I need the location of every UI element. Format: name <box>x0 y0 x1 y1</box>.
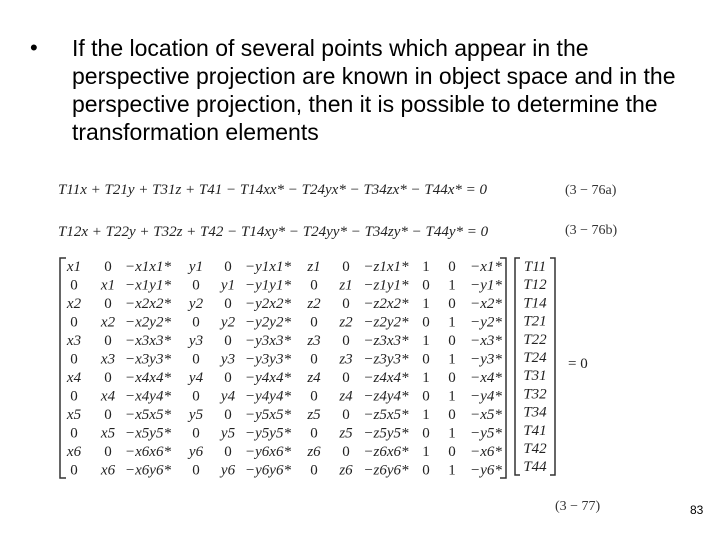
matrix-cell: −y3* <box>470 351 502 368</box>
matrix-cell: −y2* <box>470 314 502 331</box>
matrix-cell: 0 <box>104 444 112 460</box>
matrix-cell: −x4y4* <box>125 388 171 405</box>
vector-cell: T11 <box>523 259 547 275</box>
matrix-cell: 0 <box>192 277 200 294</box>
matrix-cell: −z1y1* <box>363 277 409 294</box>
equation-76a: T11x + T21y + T31z + T41 − T14xx* − T24yx* − T34zx* − T44x* = 0 <box>58 182 488 198</box>
matrix-cell: 0 <box>310 314 318 331</box>
matrix-cell: 0 <box>70 388 78 405</box>
matrix-cell: 0 <box>342 333 350 349</box>
equation-76b: T12x + T22y + T32z + T42 − T14xy* − T24yy* − T34zy* − T44y* = 0 <box>58 224 489 240</box>
matrix-cell: 0 <box>448 407 456 423</box>
matrix-cell: −x5y5* <box>125 425 171 442</box>
matrix-cell: z1 <box>307 259 321 275</box>
matrix-cell: −y4* <box>470 388 502 405</box>
matrix-cells <box>66 259 502 479</box>
matrix-cell: −x5* <box>470 407 502 423</box>
matrix-cell: −z3y3* <box>363 351 409 368</box>
matrix-cell: −z5x5* <box>363 407 409 423</box>
matrix-cell: z5 <box>307 407 321 423</box>
vector-right-bracket <box>550 258 555 475</box>
matrix-cell: y4 <box>220 388 236 405</box>
matrix-cell: 0 <box>448 259 456 275</box>
matrix-cell: −x1* <box>470 259 502 275</box>
matrix-cell: z6 <box>307 444 321 460</box>
matrix-cell: 0 <box>342 407 350 423</box>
matrix-cell: 0 <box>192 351 200 368</box>
matrix-cell: x4 <box>100 388 116 405</box>
vector-cell: T12 <box>523 277 547 294</box>
vector-cell: T41 <box>523 422 547 439</box>
matrix-cell: −y1* <box>470 277 502 294</box>
matrix-cell: −y6y6* <box>245 462 291 479</box>
matrix-cell: 0 <box>70 277 78 294</box>
matrix-cell: −y6* <box>470 462 502 479</box>
matrix-cell: 0 <box>310 388 318 405</box>
page-number: 83 <box>690 503 704 517</box>
matrix-cell: 1 <box>448 462 456 479</box>
matrix-cell: −z6x6* <box>363 444 409 460</box>
vector-cell: T24 <box>523 350 547 366</box>
matrix-cell: 0 <box>70 351 78 368</box>
matrix-cell: z1 <box>339 277 353 294</box>
matrix-cell: 0 <box>104 259 112 275</box>
matrix-cell: z2 <box>339 314 353 331</box>
matrix-cell: y6 <box>220 462 236 479</box>
equation-76a-tag: (3 − 76a) <box>565 183 617 198</box>
matrix-cell: −x3x3* <box>125 333 171 349</box>
matrix-cell: −x4x4* <box>125 370 171 386</box>
matrix-cell: −z2y2* <box>363 314 409 331</box>
bullet-symbol: • <box>30 35 38 60</box>
vector-cell: T14 <box>523 295 547 312</box>
matrix-cell: 0 <box>224 333 232 349</box>
matrix-cell: 0 <box>104 333 112 349</box>
matrix-cell: 0 <box>342 444 350 460</box>
matrix-cell: −x5x5* <box>125 407 171 423</box>
matrix-cell: x5 <box>100 425 116 442</box>
matrix-cell: 1 <box>448 388 456 405</box>
matrix-cell: 1 <box>448 351 456 368</box>
matrix-cell: z5 <box>339 425 353 442</box>
matrix-cell: 0 <box>104 407 112 423</box>
matrix-cell: z4 <box>339 388 353 405</box>
matrix-cell: 0 <box>224 259 232 275</box>
matrix-cell: 1 <box>448 425 456 442</box>
matrix-cell: 0 <box>342 370 350 386</box>
matrix-cell: −x6* <box>470 444 502 460</box>
equals-zero: = 0 <box>568 356 588 372</box>
matrix-cell: x2 <box>100 314 116 331</box>
matrix-cell: 0 <box>224 444 232 460</box>
matrix-cell: z2 <box>307 296 321 312</box>
vector-cell: T31 <box>523 368 547 385</box>
matrix-cell: 0 <box>192 314 200 331</box>
matrix-cell: −x3* <box>470 333 502 349</box>
matrix-cell: 0 <box>422 388 430 405</box>
matrix-cell: 0 <box>448 296 456 312</box>
matrix-cell: 0 <box>192 388 200 405</box>
matrix-cell: −z4y4* <box>363 388 409 405</box>
matrix-cell: 0 <box>342 259 350 275</box>
matrix-cell: 0 <box>104 370 112 386</box>
matrix-cell: x4 <box>66 370 82 386</box>
matrix-cell: −y2x2* <box>245 296 291 312</box>
equation-76b-tag: (3 − 76b) <box>565 223 618 238</box>
vector-cell: T42 <box>523 441 547 457</box>
matrix-cell: −y4x4* <box>245 370 291 386</box>
matrix-cell: 0 <box>422 425 430 442</box>
matrix-cell: −x4* <box>470 370 502 386</box>
matrix-cell: 1 <box>422 296 430 312</box>
matrix-cell: y1 <box>220 277 236 294</box>
matrix-cell: −z3x3* <box>363 333 409 349</box>
vector-cell: T22 <box>523 331 547 348</box>
matrix-cell: y2 <box>188 296 204 312</box>
matrix-cell: −z4x4* <box>363 370 409 386</box>
bullet-text: If the location of several points which appear in the perspective projection are known in object space and in the perspective projection, then it is possible to determine the transformation elements <box>72 35 676 145</box>
matrix-cell: 0 <box>448 370 456 386</box>
matrix-cell: 1 <box>422 259 430 275</box>
matrix-cell: −z2x2* <box>363 296 409 312</box>
matrix-cell: 0 <box>192 425 200 442</box>
matrix-cell: 0 <box>192 462 200 479</box>
matrix-cell: −y3x3* <box>245 333 291 349</box>
matrix-cell: x3 <box>66 333 82 349</box>
matrix-cell: y3 <box>188 333 204 349</box>
matrix-equation-tag: (3 − 77) <box>555 499 601 514</box>
matrix-cell: −y3y3* <box>245 351 291 368</box>
matrix-cell: x1 <box>66 259 82 275</box>
matrix-cell: −y5x5* <box>245 407 291 423</box>
matrix-cell: 0 <box>310 462 318 479</box>
matrix-cell: 0 <box>342 296 350 312</box>
matrix-cell: y1 <box>188 259 204 275</box>
matrix-cell: −x1y1* <box>125 277 171 294</box>
matrix-cell: x3 <box>100 351 116 368</box>
vector-cell: T32 <box>523 386 547 403</box>
matrix-cell: 0 <box>224 370 232 386</box>
matrix-cell: 1 <box>448 277 456 294</box>
matrix-cell: −x2y2* <box>125 314 171 331</box>
matrix-cell: y2 <box>220 314 236 331</box>
matrix-cell: 0 <box>422 351 430 368</box>
matrix-cell: z6 <box>339 462 353 479</box>
matrix-cell: y5 <box>188 407 204 423</box>
matrix-cell: z3 <box>307 333 321 349</box>
matrix-cell: y4 <box>188 370 204 386</box>
matrix-cell: 1 <box>422 370 430 386</box>
matrix-cell: 0 <box>224 407 232 423</box>
matrix-cell: 0 <box>224 296 232 312</box>
matrix-cell: −z1x1* <box>363 259 409 275</box>
matrix-cell: 1 <box>422 407 430 423</box>
vector-cells <box>523 259 547 475</box>
matrix-cell: −y5* <box>470 425 502 442</box>
vector-cell: T34 <box>523 404 547 421</box>
matrix-cell: −x3y3* <box>125 351 171 368</box>
matrix-cell: z3 <box>339 351 353 368</box>
matrix-cell: −y4y4* <box>245 388 291 405</box>
matrix-cell: 0 <box>310 351 318 368</box>
matrix-cell: −y6x6* <box>245 444 291 460</box>
matrix-cell: −y1y1* <box>245 277 291 294</box>
matrix-cell: x5 <box>66 407 82 423</box>
matrix-cell: −z5y5* <box>363 425 409 442</box>
matrix-cell: 0 <box>310 277 318 294</box>
matrix-cell: 0 <box>422 277 430 294</box>
matrix-cell: 0 <box>70 314 78 331</box>
matrix-cell: −y1x1* <box>245 259 291 275</box>
matrix-cell: x6 <box>100 462 116 479</box>
matrix-cell: 0 <box>70 425 78 442</box>
matrix-cell: y5 <box>220 425 236 442</box>
matrix-cell: −x2x2* <box>125 296 171 312</box>
matrix-cell: 0 <box>448 444 456 460</box>
matrix-cell: x2 <box>66 296 82 312</box>
matrix-cell: −y5y5* <box>245 425 291 442</box>
vector-cell: T44 <box>523 459 547 476</box>
matrix-cell: x6 <box>66 444 82 460</box>
matrix-cell: −x6x6* <box>125 444 171 460</box>
matrix-cell: 0 <box>422 462 430 479</box>
matrix-cell: 0 <box>70 462 78 479</box>
matrix-cell: 1 <box>448 314 456 331</box>
matrix-cell: 1 <box>422 444 430 460</box>
matrix-cell: 0 <box>104 296 112 312</box>
vector-left-bracket <box>515 258 520 475</box>
matrix-cell: y6 <box>188 444 204 460</box>
matrix-cell: y3 <box>220 351 236 368</box>
matrix-cell: −y2y2* <box>245 314 291 331</box>
matrix-cell: −x6y6* <box>125 462 171 479</box>
matrix-cell: z4 <box>307 370 321 386</box>
matrix-cell: 0 <box>422 314 430 331</box>
matrix-cell: 1 <box>422 333 430 349</box>
matrix-cell: x1 <box>100 277 116 294</box>
matrix-cell: 0 <box>310 425 318 442</box>
matrix-cell: −z6y6* <box>363 462 409 479</box>
matrix-left-bracket <box>60 258 66 478</box>
matrix-cell: 0 <box>448 333 456 349</box>
matrix-cell: −x1x1* <box>125 259 171 275</box>
vector-cell: T21 <box>523 313 547 330</box>
matrix-cell: −x2* <box>470 296 502 312</box>
